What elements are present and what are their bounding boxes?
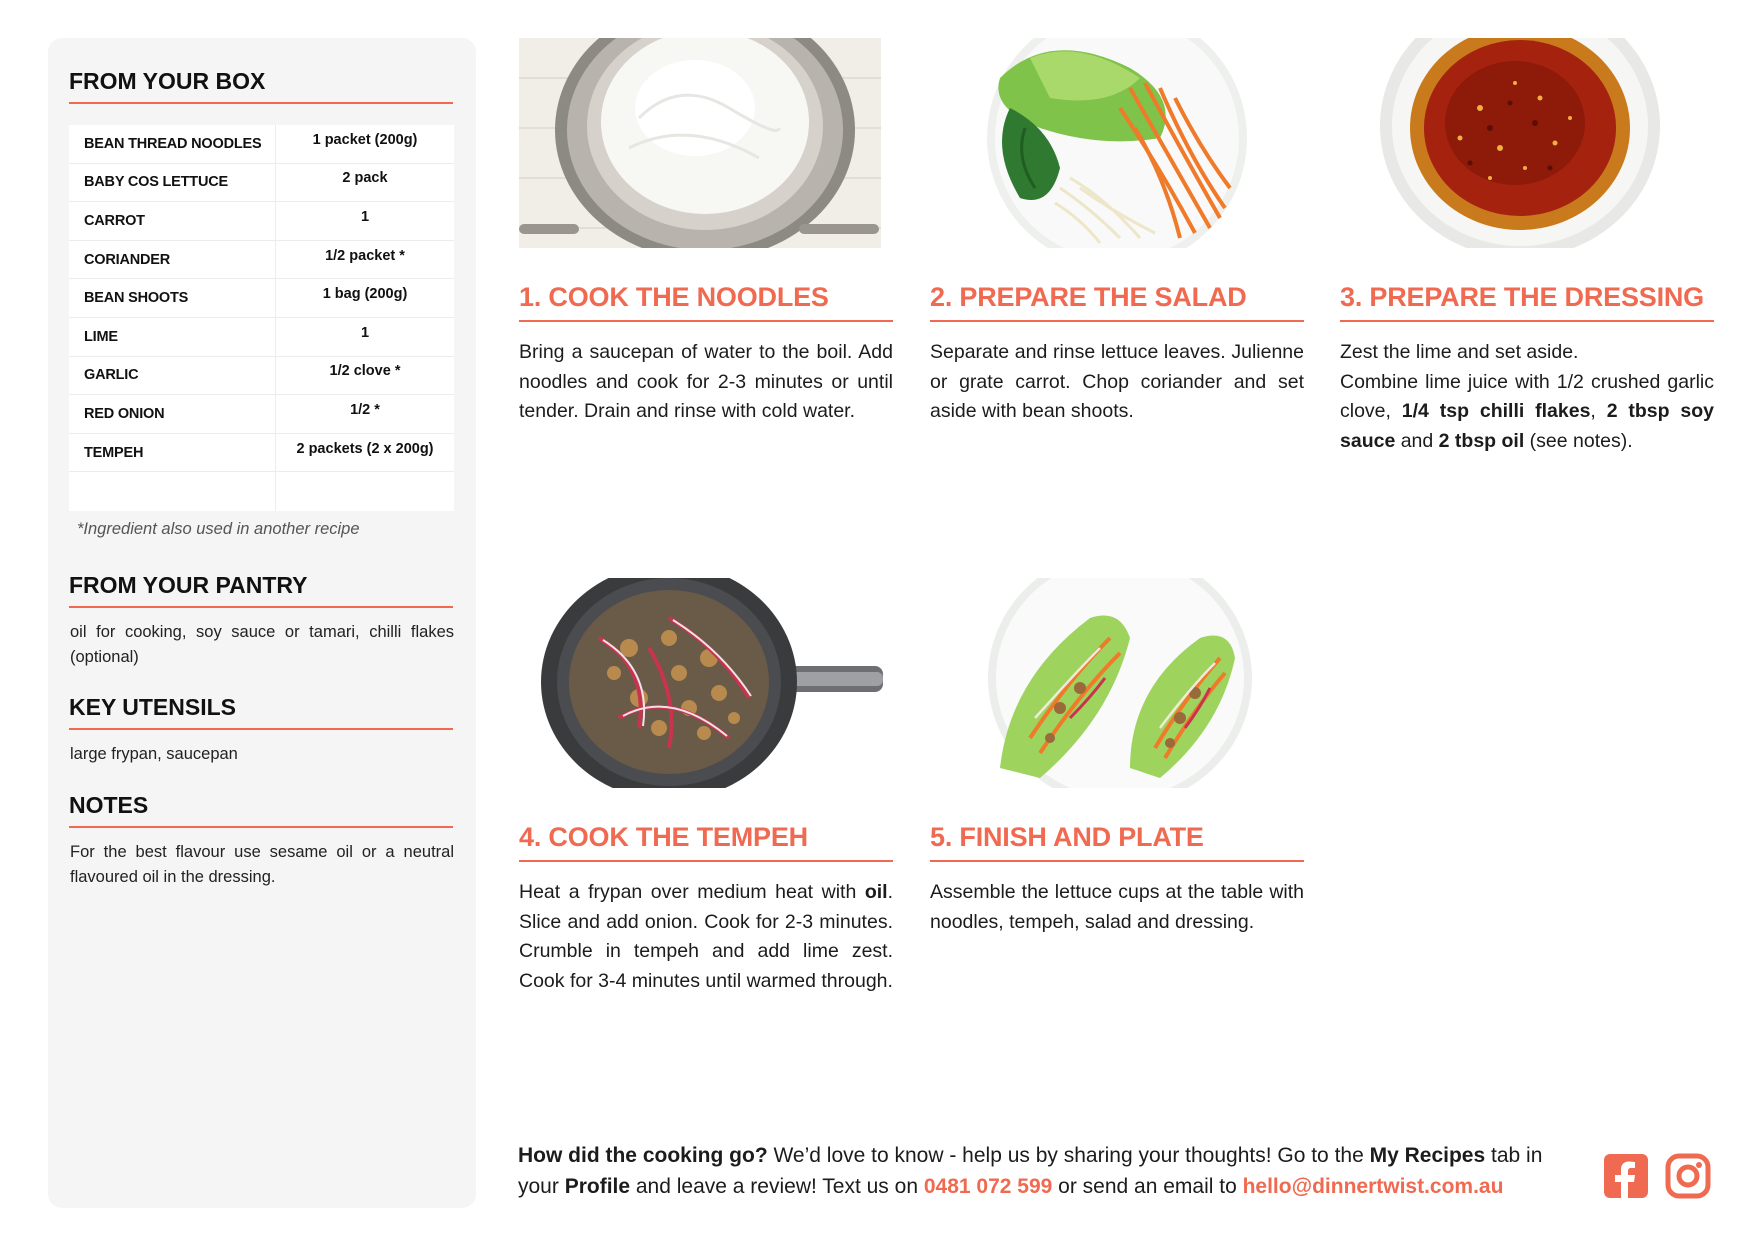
ingredient-name: CARROT [84, 212, 145, 229]
footer-question: How did the cooking go? [518, 1144, 768, 1167]
ingredients-table [69, 125, 454, 511]
facebook-icon[interactable] [1602, 1152, 1650, 1200]
step-4-text-part: Heat a frypan over medium heat with [519, 881, 865, 903]
ingredient-qty: 1 packet (200g) [275, 125, 454, 163]
ingredient-qty: 1 [275, 318, 454, 356]
step-3 [1340, 38, 1714, 456]
ingredient-qty: 2 packets (2 x 200g) [275, 434, 454, 472]
step-3-text-part: (see notes). [1524, 429, 1633, 452]
instagram-icon[interactable] [1664, 1152, 1712, 1200]
step-2-title: 2. PREPARE THE SALAD [930, 282, 1304, 322]
ingredient-qty: 1 bag (200g) [275, 279, 454, 317]
ingredient-name: CORIANDER [84, 251, 171, 268]
footer-my-recipes: My Recipes [1369, 1144, 1486, 1167]
ingredient-name: GARLIC [84, 367, 139, 384]
step-5-text: Assemble the lettuce cups at the table with noodles, tempeh, salad and dressing. [930, 881, 1304, 933]
ingredient-qty: 1/2 clove * [275, 357, 454, 395]
step-2-text: Separate and rinse lettuce leaves. Julienne or grate carrot. Chop coriander and set aside with bean shoots. [930, 341, 1304, 422]
ingredient-row [69, 279, 454, 318]
utensils-text: large frypan, saucepan [70, 745, 238, 763]
from-your-box-heading: FROM YOUR BOX [69, 68, 453, 104]
key-utensils-heading: KEY UTENSILS [69, 694, 453, 730]
footer-text: and leave a review! Text us on [630, 1175, 924, 1198]
step-4-text [519, 878, 893, 996]
step-5-title: 5. FINISH AND PLATE [930, 822, 1304, 862]
ingredient-qty: 1/2 * [275, 395, 454, 433]
step-3-oil: 2 tbsp oil [1438, 429, 1525, 452]
footer-text: We’d love to know - help us by sharing your thoughts! Go to the [767, 1144, 1370, 1167]
dressing-bowl-photo [1340, 38, 1714, 248]
lettuce-cups-photo [930, 578, 1304, 788]
feedback-footer [518, 1140, 1568, 1202]
step-3-soy-sauce: 2 tbsp soy sauce [1340, 400, 1714, 452]
ingredient-row [69, 202, 454, 241]
from-your-pantry-heading: FROM YOUR PANTRY [69, 572, 453, 608]
step-1 [519, 38, 893, 427]
footer-text: or send an email to [1052, 1175, 1243, 1198]
ingredient-row [69, 357, 454, 396]
ingredient-row [69, 434, 454, 473]
pantry-text: oil for cooking, soy sauce or tamari, chilli flakes (optional) [70, 623, 454, 666]
ingredient-qty-empty [275, 472, 454, 511]
step-4-title: 4. COOK THE TEMPEH [519, 822, 893, 862]
ingredient-qty: 1 [275, 202, 454, 240]
ingredient-row [69, 241, 454, 280]
ingredient-name: BEAN THREAD NOODLES [84, 135, 262, 152]
step-4 [519, 578, 893, 996]
ingredient-row [69, 318, 454, 357]
ingredient-row [69, 125, 454, 164]
step-3-text-part: and [1395, 429, 1439, 452]
ingredient-row [69, 395, 454, 434]
footer-email-link[interactable]: hello@dinnertwist.com.au [1242, 1175, 1504, 1198]
step-3-text-part: , [1590, 400, 1607, 422]
ingredient-row [69, 164, 454, 203]
ingredient-name: BEAN SHOOTS [84, 290, 189, 307]
notes-heading: NOTES [69, 792, 453, 828]
step-3-text-part: Combine lime juice with 1/2 crushed garlic clove, [1340, 370, 1714, 422]
step-4-oil: oil [864, 881, 888, 903]
salad-plate-photo [930, 38, 1304, 248]
ingredient-name: BABY COS LETTUCE [84, 174, 228, 191]
ingredient-qty: 2 pack [275, 164, 454, 202]
notes-text: For the best flavour use sesame oil or a neutral flavoured oil in the dressing. [70, 843, 454, 886]
ingredients-panel [48, 38, 476, 1208]
step-3-text-line-1: Zest the lime and set aside. [1340, 341, 1579, 363]
ingredient-footnote: *Ingredient also used in another recipe [77, 520, 360, 538]
ingredient-name: LIME [84, 328, 118, 345]
footer-text: tab in your [518, 1144, 1543, 1198]
step-3-title: 3. PREPARE THE DRESSING [1340, 282, 1714, 322]
step-3-chilli-flakes: 1/4 tsp chilli flakes [1401, 400, 1591, 422]
step-2 [930, 38, 1304, 427]
noodles-in-strainer-photo [519, 38, 893, 248]
step-1-title: 1. COOK THE NOODLES [519, 282, 893, 322]
ingredient-qty: 1/2 packet * [275, 241, 454, 279]
tempeh-frypan-photo [519, 578, 893, 788]
step-5 [930, 578, 1304, 937]
ingredient-name: TEMPEH [84, 444, 144, 461]
step-4-text-part: . Slice and add onion. Cook for 2-3 minutes. Crumble in tempeh and add lime zest. Cook for 3-4 minutes until warmed through. [519, 881, 893, 992]
footer-phone-link[interactable]: 0481 072 599 [923, 1175, 1053, 1198]
step-3-text [1340, 338, 1714, 456]
ingredient-name: RED ONION [84, 405, 165, 422]
ingredient-row-empty [69, 472, 454, 511]
footer-profile: Profile [564, 1175, 631, 1198]
step-1-text: Bring a saucepan of water to the boil. Add noodles and cook for 2-3 minutes or until tender. Drain and rinse with cold water. [519, 341, 893, 422]
